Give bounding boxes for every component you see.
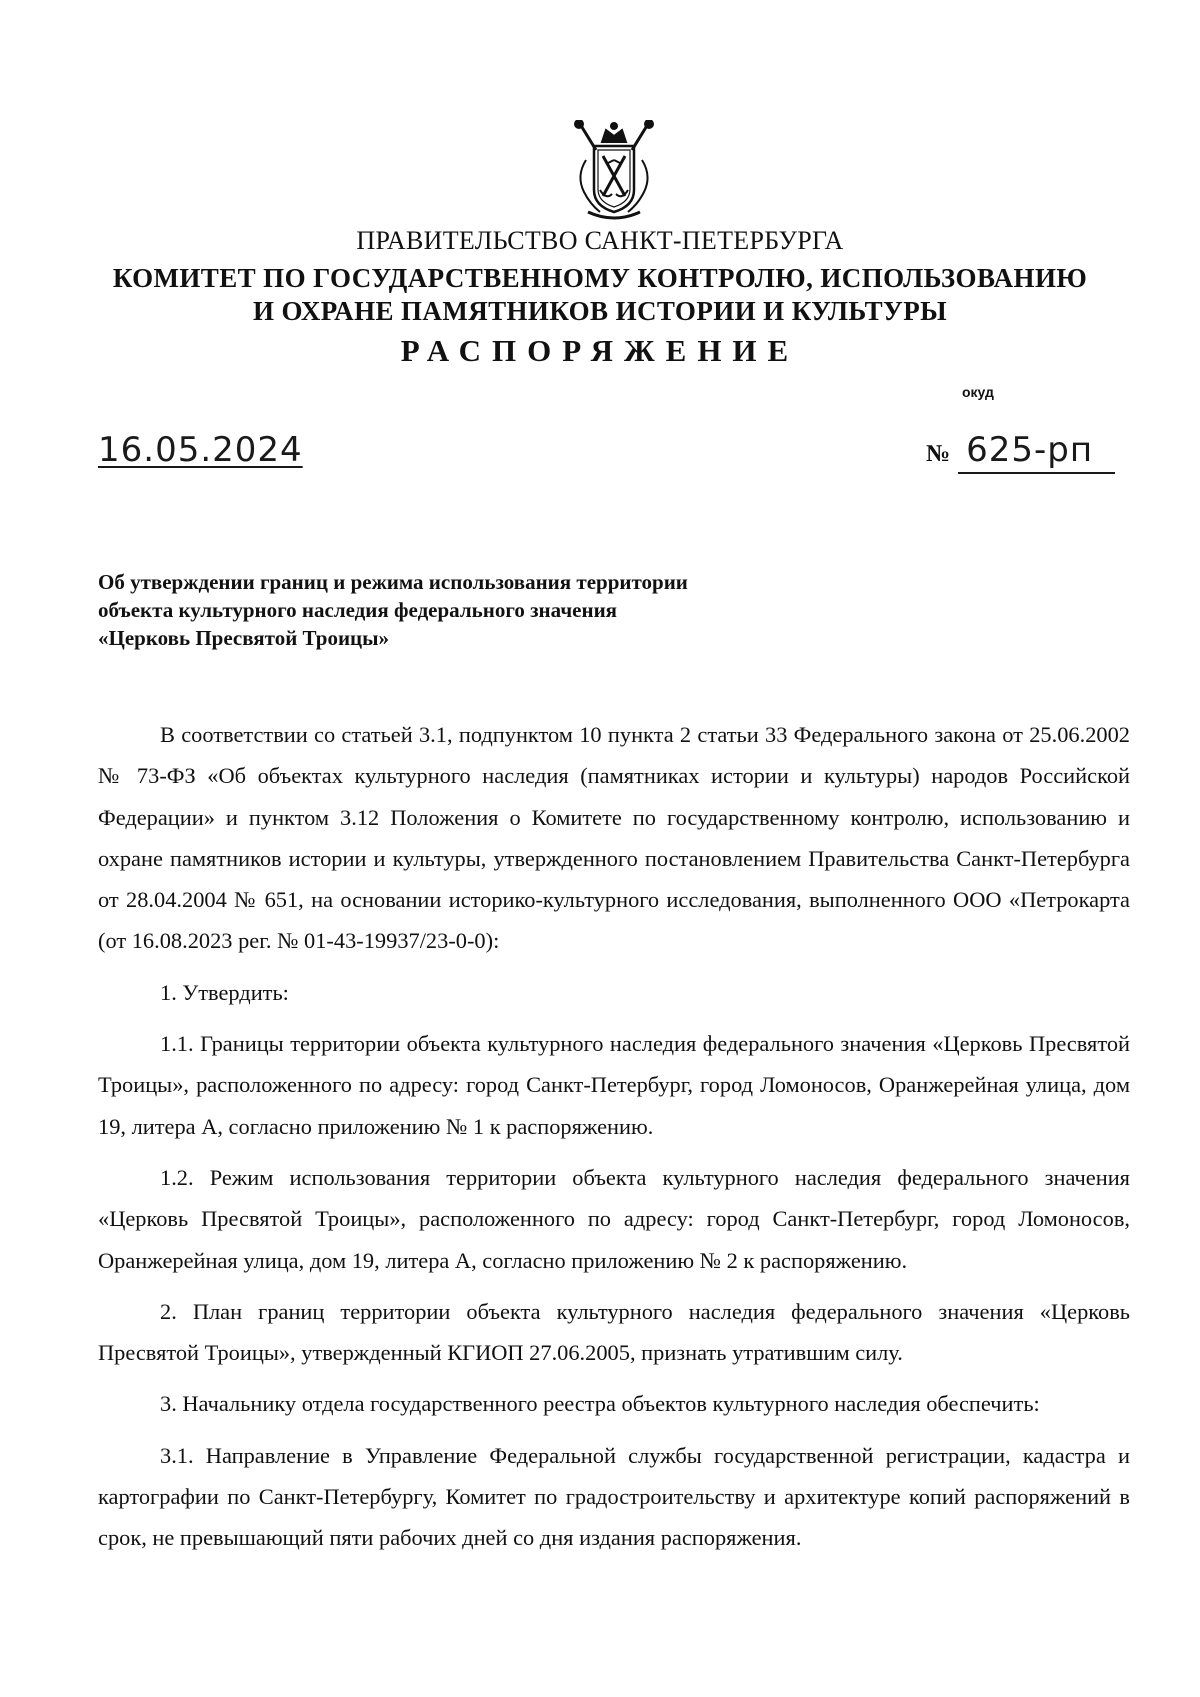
body-paragraph: 1.2. Режим использования территории объекта культурного наследия федерального значения «Церковь Пресвятой Троицы», расположенного по адресу: город Санкт-Петербург, город Ломоносов, Оранжерейная улица, дом 19, литера А, согласно приложению № 2 к распоряжению. — [98, 1164, 1130, 1273]
body-paragraph: 2. План границ территории объекта культурного наследия федерального значения «Церковь Пресвятой Троицы», утвержденный КГИОП 27.06.2005, признать утратившим силу. — [98, 1298, 1130, 1366]
saint-petersburg-coat-of-arms-icon — [566, 120, 662, 224]
body-paragraph: 3.1. Направление в Управление Федеральной службы государственной регистрации, кадастра и картографии по Санкт-Петербургу, Комитет по градостроительству и архитектуре копий распоряжений в срок, не превышающий пяти рабочих дней со дня издания распоряжения. — [98, 1442, 1130, 1551]
document-number-field — [926, 430, 1115, 474]
okud-label: окуд — [962, 384, 994, 400]
committee-name-line2: И ОХРАНЕ ПАМЯТНИКОВ ИСТОРИИ И КУЛЬТУРЫ — [252, 296, 947, 326]
number-sign: № — [926, 441, 951, 467]
document-date: 16.05.2024 — [98, 430, 303, 470]
body-paragraph: В соответствии со статьей 3.1, подпунктом 10 пункта 2 статьи 33 Федерального закона от 25.06.2002 № 73-ФЗ «Об объектах культурного наследия (памятниках истории и культуры) народов Российской Федерации» и пунктом 3.12 Положения о Комитете по государственному контролю, использованию и охране памятников истории и культуры, утвержденного постановлением Правительства Санкт-Петербурга от 28.04.2004 № 651, на основании историко-культурного исследования, выполненного ООО «Петрокарта (от 16.08.2023 рег. № 01-43-19937/23-0-0): — [98, 722, 1130, 954]
subject-line: объекта культурного наследия федерального значения — [98, 598, 618, 622]
document-subject — [98, 568, 688, 652]
document-type: РАСПОРЯЖЕНИЕ — [400, 333, 800, 368]
committee-name-line1: КОМИТЕТ ПО ГОСУДАРСТВЕННОМУ КОНТРОЛЮ, ИСПОЛЬЗОВАНИЮ — [112, 263, 1088, 293]
government-name: ПРАВИТЕЛЬСТВО САНКТ-ПЕТЕРБУРГА — [356, 226, 844, 255]
coat-of-arms-icon — [566, 120, 662, 224]
document-number: 625-рп — [958, 430, 1115, 474]
subject-line: «Церковь Пресвятой Троицы» — [98, 626, 390, 650]
body-paragraph: 1. Утвердить: — [160, 979, 289, 1005]
subject-line: Об утверждении границ и режима использования территории — [98, 570, 688, 594]
body-paragraph: 3. Начальнику отдела государственного реестра объектов культурного наследия обеспечить: — [160, 1391, 1040, 1417]
body-paragraph: 1.1. Границы территории объекта культурного наследия федерального значения «Церковь Пресвятой Троицы», расположенного по адресу: город Санкт-Петербург, город Ломоносов, Оранжерейная улица, дом 19, литера А, согласно приложению № 1 к распоряжению. — [98, 1031, 1130, 1139]
document-body — [98, 714, 1130, 1559]
